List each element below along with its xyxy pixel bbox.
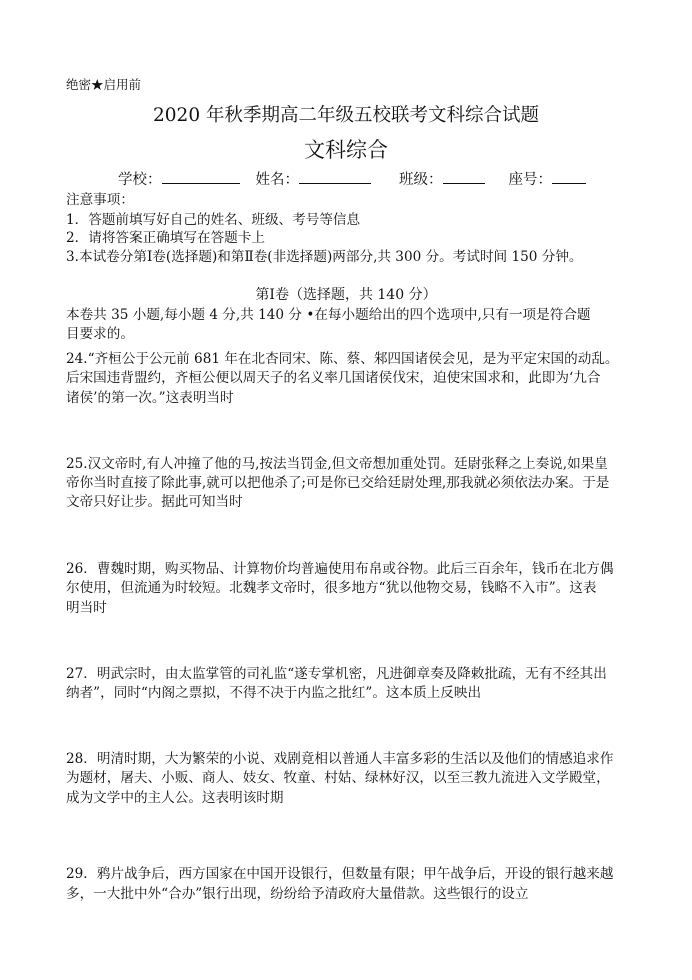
section-intro: 目要求的。 <box>66 326 134 342</box>
q27-stem: 纳者”，同时“内阁之票拟，不得不决于内监之批红”。这本质上反映出 <box>66 685 482 701</box>
exam-subtitle: 文科综合 <box>304 138 388 162</box>
seat-blank <box>552 171 586 184</box>
name-blank <box>299 171 371 184</box>
notice-item: 3.本试卷分第Ⅰ卷(选择题)和第Ⅱ卷(非选择题)两部分,共 300 分。考试时间 150 分钟。 <box>66 249 583 265</box>
q24-stem: 24.“齐桓公于公元前 681 年在北杏同宋、陈、蔡、邾四国诸侯会见，是为平定宋国的动乱。 <box>66 351 619 367</box>
school-label: 学校： <box>118 172 162 188</box>
school-blank <box>162 171 240 184</box>
q26-stem: 尔使用，但流通为时较短。北魏孝文帝时，很多地方“犹以他物交易，钱略不入市”。这表 <box>66 580 597 596</box>
q24-stem: 诸侯’的第一次。”这表明当时 <box>66 390 234 406</box>
q27-stem: 27．明武宗时，由太监掌管的司礼监“遂专掌机密，凡进御章奏及降敕批疏，无有不经其出 <box>66 666 607 682</box>
q26-stem: 26．曹魏时期，购买物品、计算物价均普遍使用布帛或谷物。此后三百余年，钱币在北方偶 <box>66 561 614 577</box>
q26-stem: 明当时 <box>66 600 107 616</box>
section-title: 第Ⅰ卷（选择题，共 140 分） <box>255 287 437 303</box>
q25-stem: 文帝只好让步。据此可知当时 <box>66 494 243 510</box>
exam-title: 2020 年秋季期高二年级五校联考文科综合试题 <box>153 105 539 126</box>
name-label: 姓名： <box>255 172 299 188</box>
q28-stem: 28．明清时期，大为繁荣的小说、戏剧竟相以普通人丰富多彩的生活以及他们的情感追求作 <box>66 751 614 767</box>
student-info-row <box>118 171 686 189</box>
class-blank <box>443 171 485 184</box>
seat-label: 座号： <box>508 172 552 188</box>
secret-mark: 绝密★启用前 <box>66 77 142 92</box>
q24-stem: 后宋国违背盟约，齐桓公便以周天子的名义率几国诸侯伐宋，迫使宋国求和，此即为‘九合 <box>66 370 601 386</box>
q29-stem: 29．鸦片战争后，西方国家在中国开设银行，但数量有限；甲午战争后，开设的银行越来越 <box>66 866 614 882</box>
notice-item: 1．答题前填写好自己的姓名、班级、考号等信息 <box>66 212 361 228</box>
class-label: 班级： <box>399 172 443 188</box>
notice-item: 2．请将答案正确填写在答题卡上 <box>66 230 265 246</box>
section-intro: 本卷共 35 小题,每小题 4 分,共 140 分 •在每小题给出的四个选项中,只有一项是符合题 <box>66 307 591 323</box>
q25-stem: 帝你当时直接了除此事,就可以把他杀了;可是你已交给廷尉处理,那我就必须依法办案。于是 <box>66 475 610 491</box>
q28-stem: 成为文学中的主人公。这表明该时期 <box>66 790 284 806</box>
q25-stem: 25.汉文帝时,有人冲撞了他的马,按法当罚金,但文帝想加重处罚。廷尉张释之上奏说,如果皇 <box>66 456 608 472</box>
notice-heading: 注意事项： <box>66 192 134 208</box>
q28-stem: 为题材，屠夫、小贩、商人、妓女、牧童、村姑、绿林好汉，以至三教九流进入文学殿堂， <box>66 770 610 786</box>
q29-stem: 多，一大批中外“合办”银行出现，纷纷给予清政府大量借款。这些银行的设立 <box>66 886 529 902</box>
